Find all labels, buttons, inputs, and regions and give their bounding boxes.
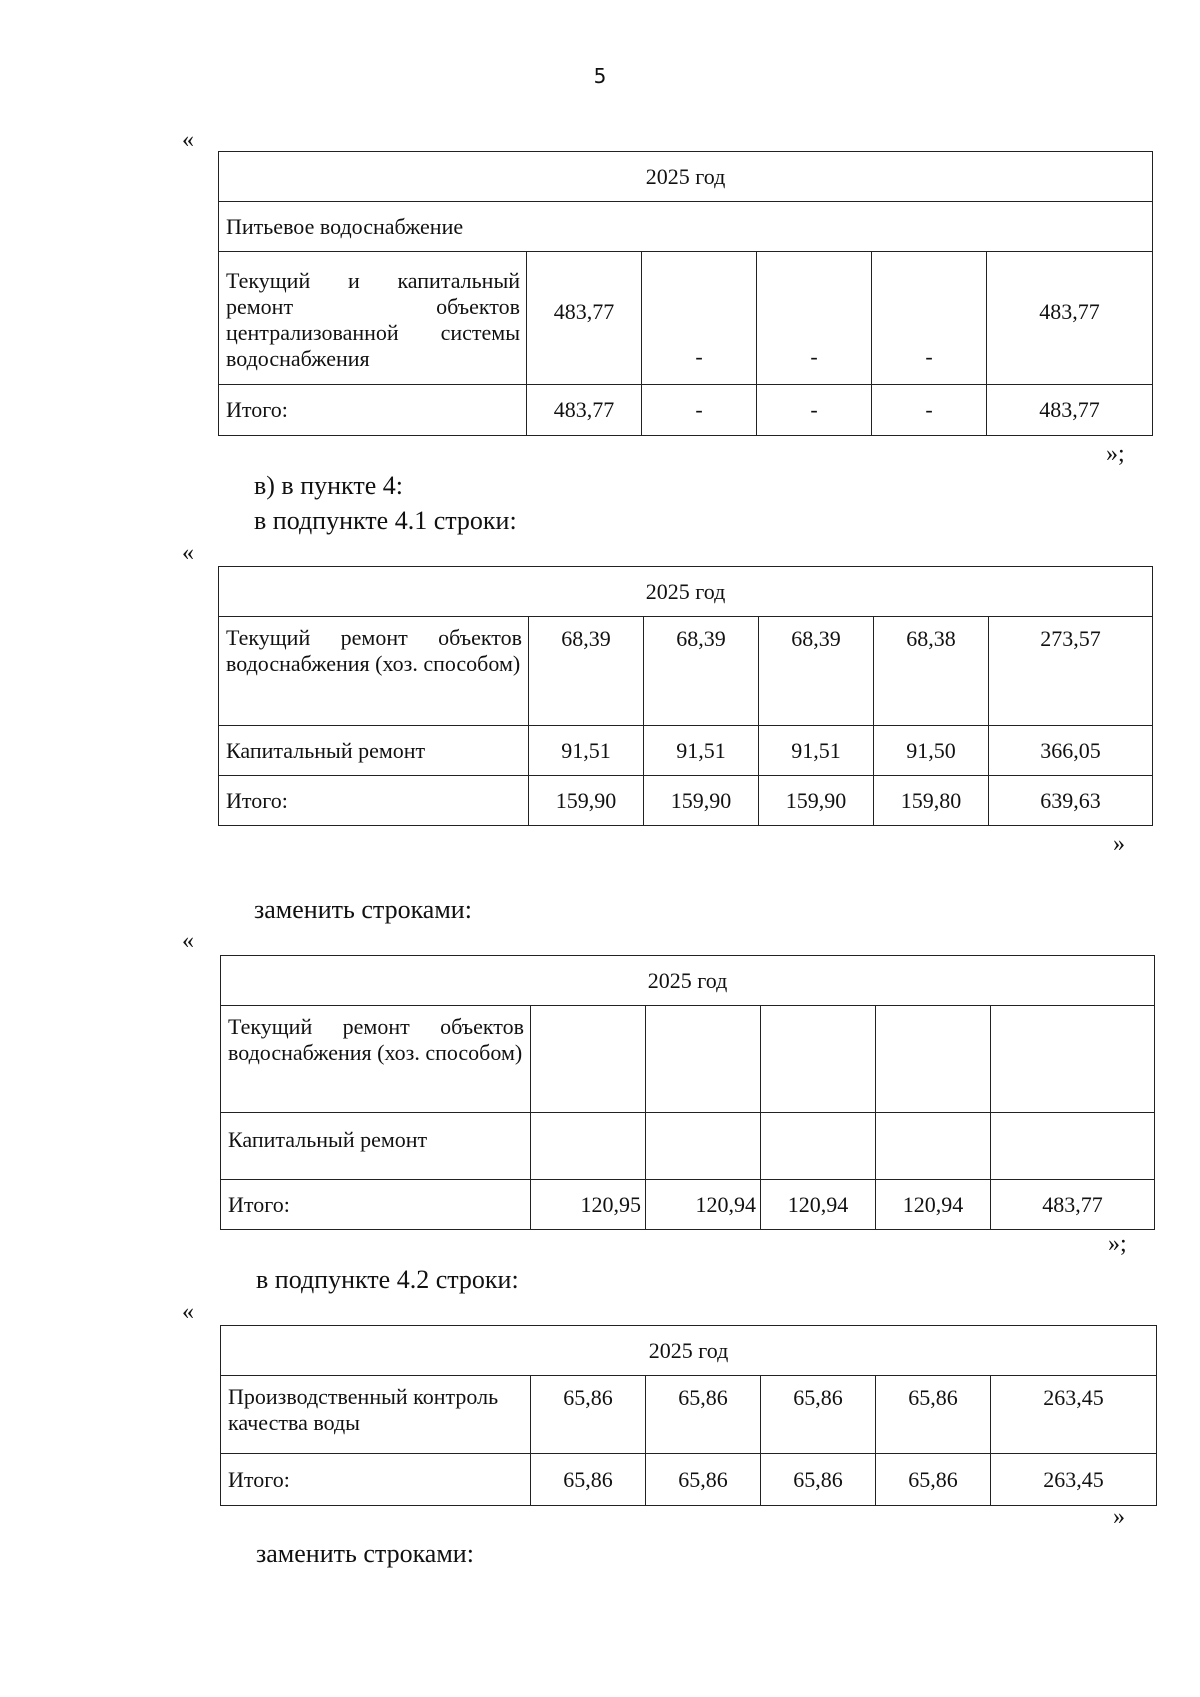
paragraph-subpoint-4-1: в подпункте 4.1 строки:	[254, 506, 517, 535]
cell-value: 120,94	[646, 1180, 761, 1230]
cell-value: 65,86	[531, 1376, 646, 1454]
year-header: 2025 год	[219, 152, 1153, 202]
cell-value	[646, 1006, 761, 1113]
open-quote: «	[182, 1299, 194, 1325]
open-quote: «	[182, 928, 194, 954]
cell-value: 483,77	[527, 252, 642, 385]
cell-value	[761, 1113, 876, 1180]
cell-value: 91,50	[874, 726, 989, 776]
cell-value: 65,86	[531, 1454, 646, 1506]
paragraph-replace-with-rows: заменить строками:	[254, 895, 472, 924]
cell-value: 120,94	[761, 1180, 876, 1230]
year-header: 2025 год	[219, 567, 1153, 617]
table-row	[219, 726, 1153, 776]
table-drinking-water-2025	[218, 151, 1153, 436]
row-label: Капитальный ремонт	[219, 726, 529, 776]
cell-value	[646, 1113, 761, 1180]
row-label: Итого:	[219, 776, 529, 826]
section-header: Питьевое водоснабжение	[219, 202, 1153, 252]
table-row	[219, 776, 1153, 826]
open-quote: «	[182, 127, 194, 153]
cell-value: 120,95	[531, 1180, 646, 1230]
cell-value	[876, 1113, 991, 1180]
cell-value: 65,86	[876, 1376, 991, 1454]
cell-value: 68,39	[529, 617, 644, 726]
cell-value: 65,86	[761, 1376, 876, 1454]
table-row	[221, 1376, 1157, 1454]
row-label: Производственный контроль качества воды	[221, 1376, 531, 1454]
table-subpoint-4-1-old	[218, 566, 1153, 826]
cell-value: -	[872, 252, 987, 385]
row-label: Текущий ремонт объектов водоснабжения (хоз. способом)	[219, 617, 529, 726]
cell-value	[761, 1006, 876, 1113]
cell-value: 263,45	[991, 1454, 1157, 1506]
table-row	[219, 617, 1153, 726]
cell-value: 639,63	[989, 776, 1153, 826]
cell-value: -	[757, 385, 872, 436]
cell-value: 68,38	[874, 617, 989, 726]
cell-value	[531, 1113, 646, 1180]
cell-value	[531, 1006, 646, 1113]
table-subpoint-4-1-new	[220, 955, 1155, 1230]
table-row	[221, 1006, 1155, 1113]
cell-value: -	[757, 252, 872, 385]
cell-value: 366,05	[989, 726, 1153, 776]
cell-value: 159,90	[644, 776, 759, 826]
cell-value: 120,94	[876, 1180, 991, 1230]
close-quote: »	[1113, 831, 1125, 857]
row-label: Текущий ремонт объектов водоснабжения (хоз. способом)	[221, 1006, 531, 1113]
cell-value: 483,77	[991, 1180, 1155, 1230]
cell-value	[991, 1113, 1155, 1180]
cell-value: 483,77	[987, 385, 1153, 436]
table-row	[219, 385, 1153, 436]
cell-value: 65,86	[761, 1454, 876, 1506]
paragraph-subpoint-4-2: в подпункте 4.2 строки:	[256, 1265, 519, 1294]
cell-value: 65,86	[646, 1454, 761, 1506]
table-row	[221, 1454, 1157, 1506]
table-row	[221, 1180, 1155, 1230]
cell-value	[876, 1006, 991, 1113]
cell-value: 483,77	[987, 252, 1153, 385]
table-row	[221, 1113, 1155, 1180]
row-label: Итого:	[221, 1454, 531, 1506]
cell-value: 65,86	[876, 1454, 991, 1506]
page-number: 5	[593, 64, 607, 88]
close-quote: »;	[1106, 441, 1125, 467]
row-label: Текущий и капитальный ремонт объектов централизованной системы водоснабжения	[219, 252, 527, 385]
cell-value: 68,39	[644, 617, 759, 726]
row-label: Итого:	[221, 1180, 531, 1230]
year-header: 2025 год	[221, 1326, 1157, 1376]
cell-value: -	[872, 385, 987, 436]
cell-value: 483,77	[527, 385, 642, 436]
cell-value: 65,86	[646, 1376, 761, 1454]
year-header: 2025 год	[221, 956, 1155, 1006]
paragraph-point-4: в) в пункте 4:	[254, 471, 403, 500]
row-label: Итого:	[219, 385, 527, 436]
cell-value: 68,39	[759, 617, 874, 726]
table-subpoint-4-2-old	[220, 1325, 1157, 1506]
row-label: Капитальный ремонт	[221, 1113, 531, 1180]
cell-value: 91,51	[759, 726, 874, 776]
open-quote: «	[182, 540, 194, 566]
cell-value: 91,51	[529, 726, 644, 776]
table-row	[219, 252, 1153, 385]
cell-value	[991, 1006, 1155, 1113]
close-quote: »;	[1108, 1231, 1127, 1257]
cell-value: 159,90	[759, 776, 874, 826]
paragraph-replace-with-rows: заменить строками:	[256, 1539, 474, 1568]
cell-value: -	[642, 252, 757, 385]
cell-value: 273,57	[989, 617, 1153, 726]
cell-value: 159,90	[529, 776, 644, 826]
cell-value: 91,51	[644, 726, 759, 776]
cell-value: -	[642, 385, 757, 436]
close-quote: »	[1113, 1504, 1125, 1530]
cell-value: 159,80	[874, 776, 989, 826]
cell-value: 263,45	[991, 1376, 1157, 1454]
